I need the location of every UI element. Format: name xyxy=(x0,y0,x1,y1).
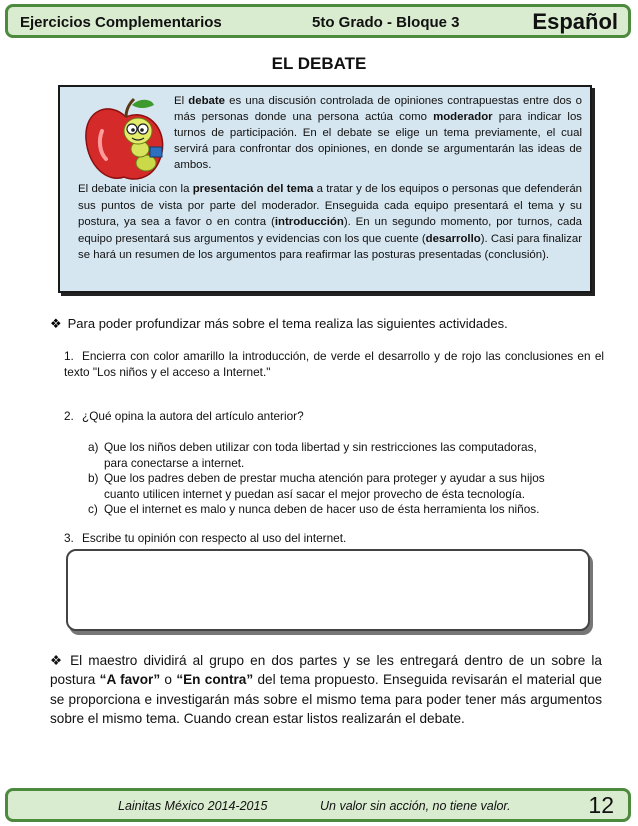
option-c: c) Que el internet es malo y nunca deben de hacer uso de ésta herramienta los niños. xyxy=(88,502,540,516)
apple-worm-icon xyxy=(80,93,172,185)
page-title: EL DEBATE xyxy=(271,54,367,73)
diamond-bullet-icon: ❖ xyxy=(50,653,63,668)
definition-text: El debate es una discusión controlada de opiniones contrapuestas entre dos o más personas donde una persona actúa como moderador para indicar los turnos de participación. En el debate se elige un tema previamente, el cual servirá para confrontar dos opiniones, en donde se argumentarán las ideas de ambos. xyxy=(174,95,583,171)
option-a: a) Que los niños deben utilizar con toda libertad y sin restricciones las computadoras, para conectarse a internet. xyxy=(88,440,537,470)
diamond-bullet-icon: ❖ xyxy=(50,316,62,331)
question-1: 1. Encierra con color amarillo la introducción, de verde el desarrollo y de rojo las conclusiones en el texto "Los niños y el acceso a Internet." xyxy=(64,349,604,379)
question-2: 2. ¿Qué opina la autora del artículo anterior? xyxy=(64,409,304,423)
opinion-answer-box[interactable] xyxy=(66,549,590,631)
activities-instruction: ❖ Para poder profundizar más sobre el tema realiza las siguientes actividades. xyxy=(50,314,606,334)
footer-credit: Lainitas México 2014-2015 xyxy=(118,799,268,813)
header-grade: 5to Grado - Bloque 3 xyxy=(312,14,460,31)
definition-box xyxy=(58,85,592,293)
footer-motto: Un valor sin acción, no tiene valor. xyxy=(320,799,511,813)
debate-structure-text: El debate inicia con la presentación del tema a tratar y de los equipos o personas que defenderán sus puntos de vista por parte del moderador. Enseguida cada equipo presentará el tema y su postura, ya sea a favor o en contra (introducción). En un segundo momento, por turnos, cada equipo presentará sus argumentos y evidencias con los que cuente (desarrollo). Casi para finalizar se hará un resumen de los argumentos para reafirmar las posturas presentadas (conclusión). xyxy=(78,183,583,261)
header-series: Ejercicios Complementarios xyxy=(20,14,222,31)
debate-instructions: ❖ El maestro dividirá al grupo en dos partes y se les entregará dentro de un sobre la postura “A favor” o “En contra” del tema propuesto. Enseguida revisarán el material que se proporciona e investigarán más sobre el mismo tema para poder tener más argumentos sobre el mismo tema. Cuando crean estar listos realizarán el debate. xyxy=(50,653,602,727)
footer-bar xyxy=(5,788,631,822)
question-3: 3. Escribe tu opinión con respecto al uso del internet. xyxy=(64,531,347,545)
header-subject: Español xyxy=(532,9,618,34)
page-number: 12 xyxy=(588,792,614,818)
header-bar xyxy=(5,4,631,38)
option-b: b) Que los padres deben de prestar mucha atención para proteger y ayudar a sus hijos cuanto utilicen internet y puedan así sacar el mejor provecho de ésta tecnología. xyxy=(88,471,545,501)
